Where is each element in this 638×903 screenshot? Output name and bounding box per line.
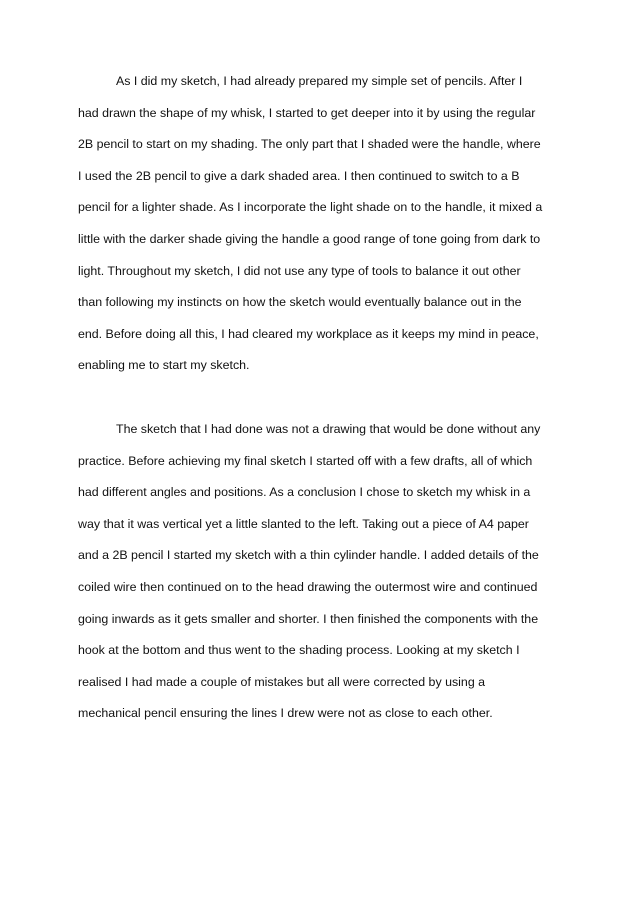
paragraph-line: 2B pencil to start on my shading. The only part that I shaded were the handle, where: [78, 137, 541, 152]
paragraph-line: I used the 2B pencil to give a dark shaded area. I then continued to switch to a B: [78, 168, 520, 183]
paragraph-line: end. Before doing all this, I had cleared my workplace as it keeps my mind in peace,: [78, 326, 539, 341]
paragraph-line: hook at the bottom and thus went to the shading process. Looking at my sketch I: [78, 643, 520, 658]
paragraph-line: enabling me to start my sketch.: [78, 358, 250, 373]
paragraph-line: than following my instincts on how the sketch would eventually balance out in the: [78, 295, 522, 310]
paragraph-line: The sketch that I had done was not a drawing that would be done without any: [116, 422, 541, 436]
paragraph-line: As I did my sketch, I had already prepared my simple set of pencils. After I: [116, 74, 523, 88]
paragraph-line: realised I had made a couple of mistakes but all were corrected by using a: [78, 674, 486, 689]
paragraph-line: coiled wire then continued on to the head drawing the outermost wire and continued: [78, 579, 538, 594]
paragraph-line: way that it was vertical yet a little slanted to the left. Taking out a piece of A4 paper: [78, 516, 529, 531]
paragraph-1: [78, 73, 568, 389]
paragraph-line: pencil for a lighter shade. As I incorporate the light shade on to the handle, it mixed a: [78, 200, 543, 215]
paragraph-line: mechanical pencil ensuring the lines I drew were not as close to each other.: [78, 706, 493, 721]
paragraph-line: light. Throughout my sketch, I did not use any type of tools to balance it out other: [78, 263, 521, 278]
paragraph-line: and a 2B pencil I started my sketch with a thin cylinder handle. I added details of the: [78, 548, 539, 563]
paragraph-line: practice. Before achieving my final sketch I started off with a few drafts, all of which: [78, 453, 533, 468]
paragraph-2: [78, 421, 568, 737]
paragraph-line: had different angles and positions. As a conclusion I chose to sketch my whisk in a: [78, 485, 531, 500]
paragraph-line: little with the darker shade giving the handle a good range of tone going from dark to: [78, 231, 541, 246]
paragraph-line: going inwards as it gets smaller and shorter. I then finished the components with the: [78, 611, 539, 626]
paragraph-line: had drawn the shape of my whisk, I started to get deeper into it by using the regular: [78, 105, 536, 120]
